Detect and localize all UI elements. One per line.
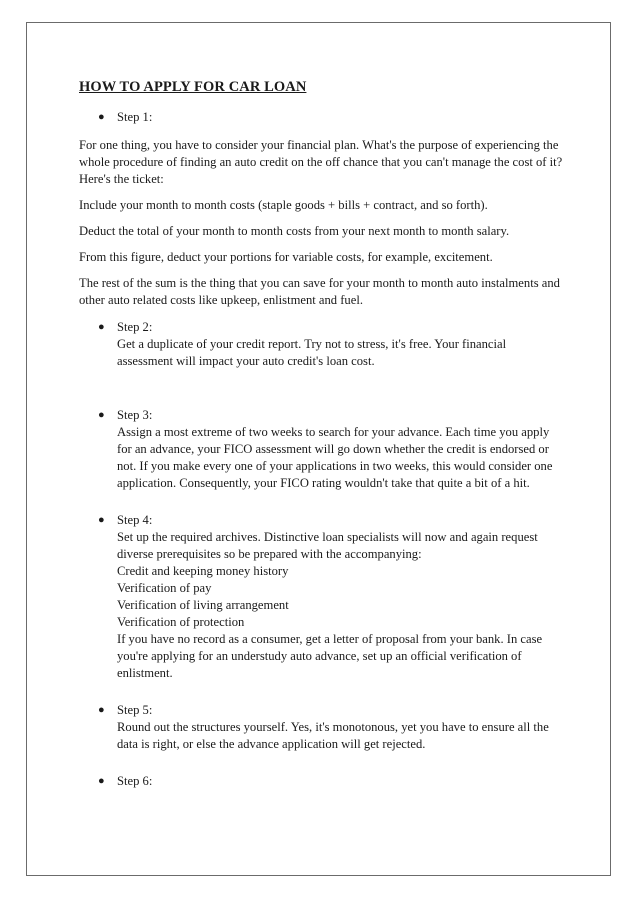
document-title: HOW TO APPLY FOR CAR LOAN: [79, 79, 307, 95]
text-line: Verification of living arrangement: [117, 598, 289, 612]
text-line: not. If you make every one of your applications in two weeks, this would consider one: [117, 459, 553, 473]
text-line: From this figure, deduct your portions for variable costs, for example, excitement.: [79, 250, 493, 264]
text-line: If you have no record as a consumer, get a letter of proposal from your bank. In case: [117, 632, 543, 646]
document-body: [79, 78, 569, 790]
step-1-paragraph-5: [79, 275, 569, 309]
text-line: diverse prerequisites so be prepared with the accompanying:: [117, 547, 422, 561]
step-3-bullet: [79, 407, 569, 492]
text-line: Include your month to month costs (staple goods + bills + contract, and so forth).: [79, 198, 488, 212]
text-line: Verification of pay: [117, 581, 212, 595]
text-line: Credit and keeping money history: [117, 564, 289, 578]
step-3-label: Step 3:: [117, 408, 153, 422]
text-line: assessment will impact your auto credit's loan cost.: [117, 354, 375, 368]
bullet-icon: ●: [98, 111, 105, 123]
text-line: Verification of protection: [117, 615, 245, 629]
bullet-icon: ●: [98, 775, 105, 787]
text-line: Round out the structures yourself. Yes, it's monotonous, yet you have to ensure all the: [117, 720, 549, 734]
text-line: Assign a most extreme of two weeks to search for your advance. Each time you apply: [117, 425, 550, 439]
step-1-paragraph-2: [79, 197, 569, 214]
text-line: Set up the required archives. Distinctive loan specialists will now and again request: [117, 530, 538, 544]
text-line: For one thing, you have to consider your financial plan. What's the purpose of experiencing: [79, 138, 540, 152]
step-5-label: Step 5:: [117, 703, 153, 717]
text-line: Get a duplicate of your credit report. Try not to stress, it's free. Your financial: [117, 337, 507, 351]
step-6-bullet: [79, 773, 569, 790]
step-1-paragraph-3: [79, 223, 569, 240]
step-6-label: Step 6:: [117, 774, 153, 788]
text-line: application. Consequently, your FICO rating wouldn't take that quite a bit of a hit.: [117, 476, 530, 490]
step-1-bullet: [79, 109, 569, 126]
step-2-bullet: [79, 319, 569, 370]
bullet-icon: ●: [98, 514, 105, 526]
bullet-icon: ●: [98, 409, 105, 421]
text-line: of it? Here's the ticket:: [79, 155, 563, 186]
text-line: enlistment.: [117, 666, 173, 680]
bullet-icon: ●: [98, 704, 105, 716]
text-line: for an advance, your FICO assessment will go down whether the credit is endorsed or: [117, 442, 549, 456]
step-4-bullet: [79, 512, 569, 682]
text-line: The rest of the sum is the thing that you can save for your month to month auto instalments: [79, 276, 539, 290]
bullet-icon: ●: [98, 321, 105, 333]
text-line: Deduct the total of your month to month costs from your next month to month salary.: [79, 224, 510, 238]
step-1-paragraph-4: [79, 249, 569, 266]
text-line: you're applying for an understudy auto advance, set up an official verification of: [117, 649, 522, 663]
step-1-paragraph-1: [79, 137, 569, 188]
step-1-label: Step 1:: [117, 110, 153, 124]
text-line: data is right, or else the advance application will get rejected.: [117, 737, 426, 751]
step-5-bullet: [79, 702, 569, 753]
text-line: the whole procedure of finding an auto credit on the off chance that you can't manage the cost: [79, 138, 559, 169]
text-line: and other auto related costs like upkeep, enlistment and fuel.: [79, 276, 560, 307]
step-4-label: Step 4:: [117, 513, 153, 527]
step-2-label: Step 2:: [117, 320, 153, 334]
